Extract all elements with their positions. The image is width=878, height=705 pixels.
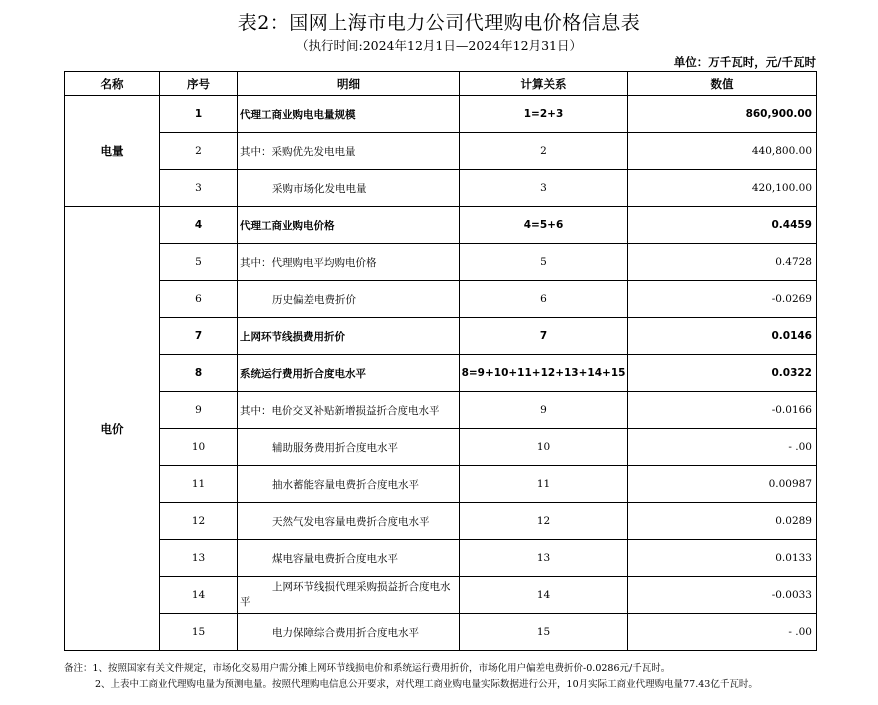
index-cell: 15 [160,614,238,651]
detail-cell: 煤电容量电费折合度电水平 [238,540,460,577]
detail-cell: 天然气发电容量电费折合度电水平 [238,503,460,540]
table-row [65,244,817,281]
value-cell: 0.4459 [628,207,817,244]
value-cell: 440,800.00 [628,133,817,170]
header-value: 数值 [628,72,817,96]
value-cell: - .00 [628,429,817,466]
detail-cell: 代理工商业购电电量规模 [238,96,460,133]
header-calc: 计算关系 [460,72,628,96]
detail-cell: 历史偏差电费折价 [238,281,460,318]
header-detail: 明细 [238,72,460,96]
table-row [65,392,817,429]
value-cell: 0.4728 [628,244,817,281]
table-row [65,577,817,614]
header-name: 名称 [65,72,160,96]
value-cell: 0.0322 [628,355,817,392]
note-1: 备注：1、按照国家有关文件规定，市场化交易用户需分摊上网环节线损电价和系统运行费用折价，市场化用户偏差电费折价-0.0286元/千瓦时。 [64,663,671,674]
table-row [65,540,817,577]
calc-cell: 2 [460,133,628,170]
calc-cell: 12 [460,503,628,540]
value-cell: 420,100.00 [628,170,817,207]
notes [64,661,854,693]
index-cell: 1 [160,96,238,133]
value-cell: 0.0289 [628,503,817,540]
unit-label: 单位：万千瓦时，元/千瓦时 [673,55,816,69]
detail-cell: 采购市场化发电电量 [238,170,460,207]
value-cell: 860,900.00 [628,96,817,133]
calc-cell: 6 [460,281,628,318]
calc-cell: 7 [460,318,628,355]
table-row [65,281,817,318]
table-row [65,355,817,392]
calc-cell: 3 [460,170,628,207]
index-cell: 12 [160,503,238,540]
index-cell: 5 [160,244,238,281]
calc-cell: 15 [460,614,628,651]
detail-cell: 抽水蓄能容量电费折合度电水平 [238,466,460,503]
calc-cell: 9 [460,392,628,429]
table-row [65,170,817,207]
detail-text: 上网环节线损代理采购损益折合度电水平 [240,581,451,608]
group-name-cell: 电价 [65,207,160,651]
calc-cell: 5 [460,244,628,281]
index-cell: 9 [160,392,238,429]
value-cell: - .00 [628,614,817,651]
table-row [65,503,817,540]
table-row [65,614,817,651]
calc-cell: 14 [460,577,628,614]
header-index: 序号 [160,72,238,96]
value-cell: 0.0133 [628,540,817,577]
table-header-row [65,72,817,96]
value-cell: 0.0146 [628,318,817,355]
detail-cell: 其中：电价交叉补贴新增损益折合度电水平 [238,392,460,429]
detail-cell: 其中：采购优先发电电量 [238,133,460,170]
table-row [65,429,817,466]
table-row [65,207,817,244]
page-title: 表2：国网上海市电力公司代理购电价格信息表 [237,12,641,34]
index-cell: 6 [160,281,238,318]
value-cell: -0.0166 [628,392,817,429]
index-cell: 8 [160,355,238,392]
table-row [65,96,817,133]
table-row [65,133,817,170]
detail-cell: 电力保障综合费用折合度电水平 [238,614,460,651]
calc-cell: 11 [460,466,628,503]
note-2: 2、上表中工商业代理购电量为预测电量。按照代理购电信息公开要求，对代理工商业购电量实际数据进行公开，10月实际工商业代理购电量77.43亿千瓦时。 [95,679,758,690]
table-row [65,466,817,503]
detail-cell: 辅助服务费用折合度电水平 [238,429,460,466]
detail-cell: 代理工商业购电价格 [238,207,460,244]
value-cell: -0.0033 [628,577,817,614]
index-cell: 10 [160,429,238,466]
value-cell: -0.0269 [628,281,817,318]
execution-period: （执行时间:2024年12月1日—2024年12月31日） [295,38,582,53]
price-info-table [64,71,817,651]
detail-cell [238,577,460,614]
detail-cell: 其中：代理购电平均购电价格 [238,244,460,281]
index-cell: 3 [160,170,238,207]
index-cell: 2 [160,133,238,170]
calc-cell: 8=9+10+11+12+13+14+15 [460,355,628,392]
calc-cell: 1=2+3 [460,96,628,133]
calc-cell: 13 [460,540,628,577]
index-cell: 14 [160,577,238,614]
calc-cell: 10 [460,429,628,466]
detail-cell: 系统运行费用折合度电水平 [238,355,460,392]
group-name-cell: 电量 [65,96,160,207]
index-cell: 11 [160,466,238,503]
index-cell: 7 [160,318,238,355]
table-row [65,318,817,355]
calc-cell: 4=5+6 [460,207,628,244]
value-cell: 0.00987 [628,466,817,503]
detail-cell: 上网环节线损费用折价 [238,318,460,355]
index-cell: 13 [160,540,238,577]
index-cell: 4 [160,207,238,244]
